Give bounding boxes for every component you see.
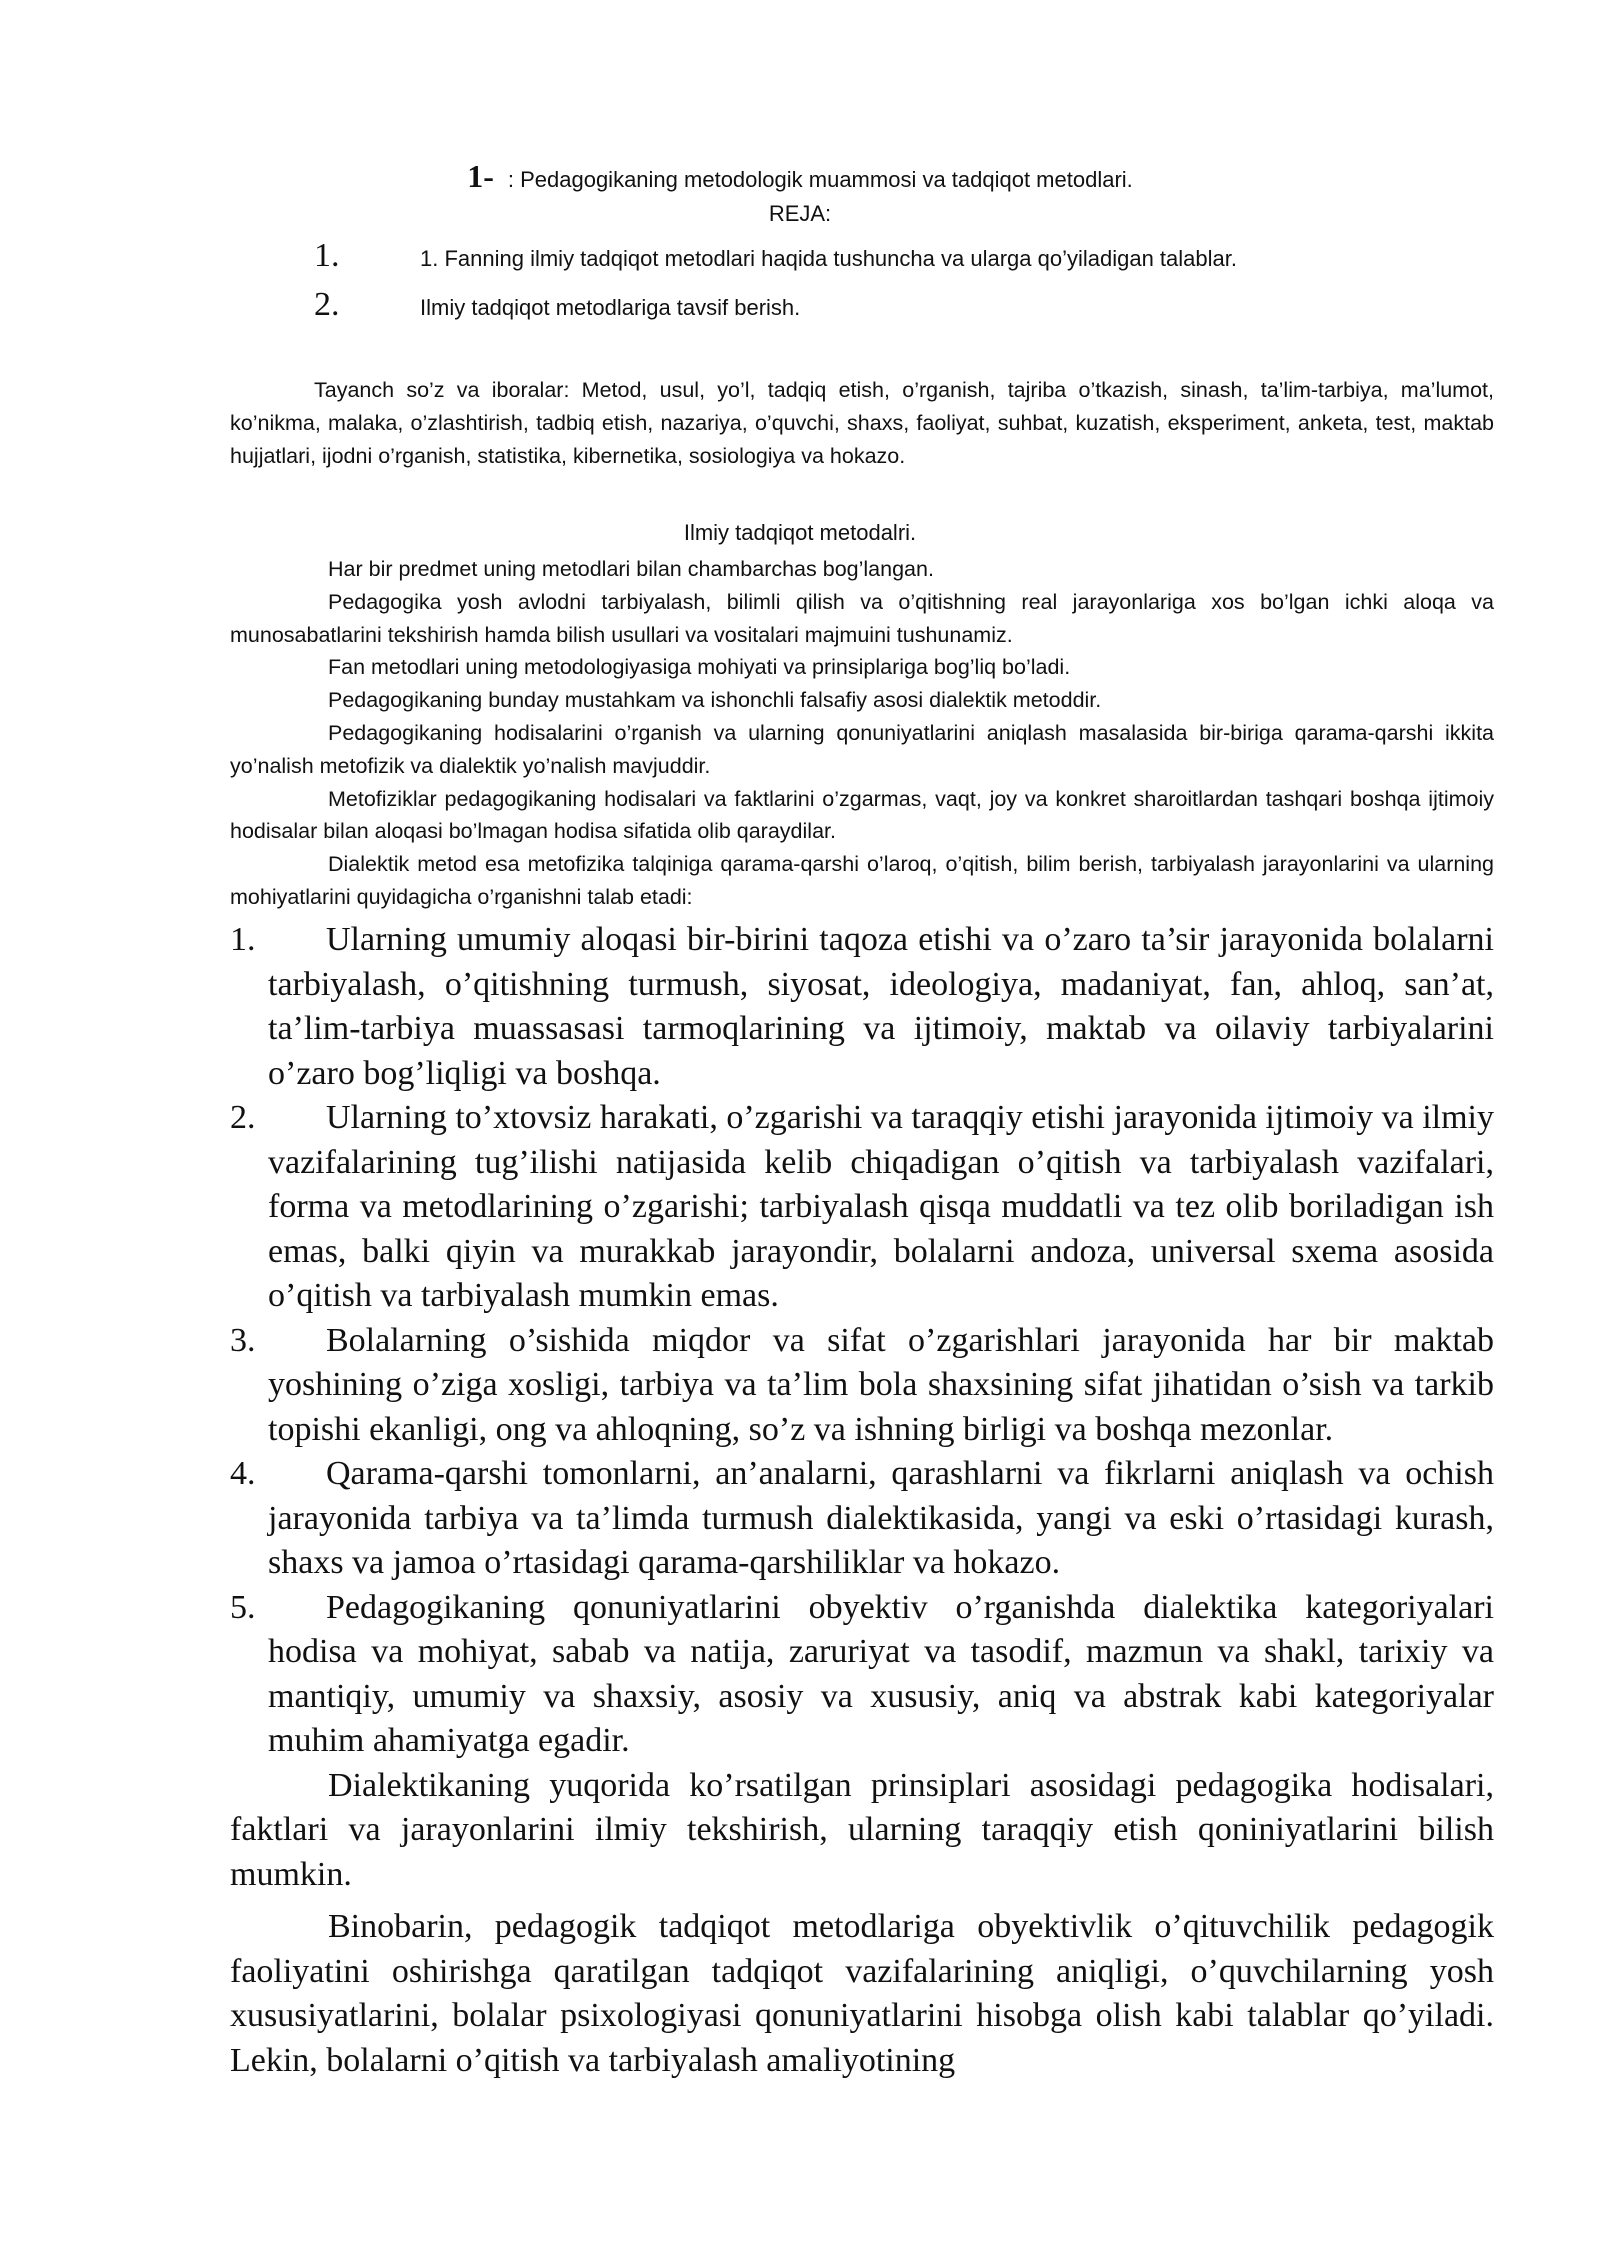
list-item bbox=[230, 1096, 1494, 1319]
body-paragraph: Metofiziklar pedagogikaning hodisalari va faktlarini o’zgarmas, vaqt, joy va konkret sharoitlardan tashqari boshqa ijtimoiy hodisalar bilan aloqasi bo’lmagan hodisa sifatida olib qaraydilar. bbox=[230, 786, 1494, 844]
section-title: Ilmiy tadqiqot metodalri. bbox=[683, 520, 917, 545]
list-item bbox=[230, 1586, 1494, 1764]
keywords-paragraph: Tayanch so’z va iboralar: Metod, usul, yo’l, tadqiq etish, o’rganish, tajriba o’tkazish, sinash, ta’lim-tarbiya, ma’lumot, ko’nikma, malaka, o’zlashtirish, tadbiq etish, nazariya, o’quvchi, shaxs, faoliyat, suhbat, kuzatish, eksperiment, anketa, test, maktab hujjatlari, ijodni o’rganish, statistika, kibernetika, sosiologiya va hokazo. bbox=[230, 378, 1494, 468]
principles-list bbox=[230, 918, 1494, 2083]
list-item-text: Pedagogikaning qonuniyatlarini obyektiv o’rganishda dialektika kategoriyalari hodisa va mohiyat, sabab va natija, zaruriyat va tasodif, mazmun va shakl, tarixiy va mantiqiy, umumiy va shaxsiy, asosiy va xususiy, aniq va abstrak kabi kategoriyalar muhim ahamiyatga egadir. bbox=[268, 1588, 1494, 1759]
body-paragraph: Dialektik metod esa metofizika talqiniga qarama-qarshi o’laroq, o’qitish, bilim berish, tarbiyalash jarayonlarini va ularning mohiyatlarini quyidagicha o’rganishni talab etadi: bbox=[230, 852, 1494, 909]
body-paragraph: Fan metodlari uning metodologiyasiga mohiyati va prinsiplariga bog’liq bo’ladi. bbox=[328, 655, 1071, 680]
list-item-text: Ularning to’xtovsiz harakati, o’zgarishi va taraqqiy etishi jarayonida ijtimoiy va ilmiy vazifalarining tug’ilishi natijasida kelib chiqadigan o’qitish va tarbiyalash vazifalari, forma va metodlarining o’zgarishi; tarbiyalash qisqa muddatli va tez olib boriladigan ish emas, balki qiyin va murakkab jarayondir, bolalarni andoza, universal sxema asosida o’qitish va tarbiyalash mumkin emas. bbox=[268, 1099, 1494, 1314]
body-paragraph: Pedagogikaning bunday mustahkam va ishonchli falsafiy asosi dialektik metoddir. bbox=[328, 688, 1102, 713]
plan-item-text: Ilmiy tadqiqot metodlariga tavsif berish. bbox=[420, 295, 801, 320]
list-item-number: 4. bbox=[230, 1455, 256, 1492]
body-paragraph: Pedagogikaning hodisalarini o’rganish va ularning qonuniyatlarini aniqlash masalasida bir-biriga qarama-qarshi ikkita yo’nalish metofizik va dialektik yo’nalish mavjuddir. bbox=[230, 720, 1494, 778]
list-item-text: Qarama-qarshi tomonlarni, an’analarni, qarashlarni va fikrlarni aniqlash va ochish jarayonida tarbiya va ta’limda turmush dialektikasida, yangi va eski o’rtasidagi kurash, shaxs va jamoa o’rtasidagi qarama-qarshiliklar va hokazo. bbox=[268, 1455, 1494, 1581]
list-item bbox=[230, 918, 1494, 1096]
title-text: : Pedagogikaning metodologik muammosi va tadqiqot metodlari. bbox=[507, 167, 1133, 192]
list-item-number: 3. bbox=[230, 1321, 256, 1359]
list-item-number: 1. bbox=[230, 921, 256, 958]
plan-item bbox=[314, 237, 1514, 277]
plan-item-number: 1. bbox=[314, 237, 340, 274]
list-item-text: Ularning umumiy aloqasi bir-birini taqoza etishi va o’zaro ta’sir jarayonida bolalarni tarbiyalash, o’qitishning turmush, siyosat, ideologiya, madaniyat, fan, ahloq, san’at, ta’lim-tarbiya muassasasi tarmoqlarining va ijtimoiy, maktab va oilaviy tarbiyalarini o’zaro bog’liqligi va boshqa. bbox=[268, 921, 1494, 1092]
plan-item bbox=[314, 286, 1514, 326]
body-paragraph: Har bir predmet uning metodlari bilan chambarchas bog’langan. bbox=[328, 557, 934, 581]
list-item bbox=[230, 1319, 1494, 1453]
list-item-number: 5. bbox=[230, 1588, 256, 1626]
intro-body bbox=[230, 553, 1494, 914]
plan-label: REJA: bbox=[768, 201, 832, 226]
body-paragraph: Pedagogika yosh avlodni tarbiyalash, bilimli qilish va o’qitishning real jarayonlariga xos bo’lgan ichki aloqa va munosabatlarini tekshirish hamda bilish usullari va vositalari majmuini tushunamiz. bbox=[230, 589, 1494, 647]
list-item-text: Bolalarning o’sishida miqdor va sifat o’zgarishlari jarayonida har bir maktab yoshining o’ziga xosligi, tarbiya va ta’lim bola shaxsining sifat jihatidan o’sish va tarkib topishi ekanligi, ong va ahloqning, so’z va ishning birligi va boshqa mezonlar. bbox=[268, 1321, 1494, 1448]
closing-paragraph: Dialektikaning yuqorida ko’rsatilgan prinsiplari asosidagi pedagogika hodisalari, faktlari va jarayonlarini ilmiy tekshirish, ularning taraqqiy etish qoniniyatlarini bilish mumkin. bbox=[230, 1766, 1494, 1893]
list-item-number: 2. bbox=[230, 1099, 256, 1136]
title-number: 1- bbox=[467, 158, 494, 194]
plan-item-number: 2. bbox=[314, 286, 340, 323]
paragraph-gap bbox=[230, 1897, 1494, 1905]
document-title bbox=[0, 158, 1600, 195]
plan-item-text: 1. Fanning ilmiy tadqiqot metodlari haqida tushuncha va ularga qo’yiladigan talablar. bbox=[420, 246, 1237, 271]
closing-paragraph: Binobarin, pedagogik tadqiqot metodlariga obyektivlik o’qituvchilik pedagogik faoliyatini oshirishga qaratilgan tadqiqot vazifalarining aniqligi, o’quvchilarning yosh xususiyatlarini, bolalar psixologiyasi qonuniyatlarini hisobga olish kabi talablar qo’yiladi. Lekin, bolalarni o’qitish va tarbiyalash amaliyotining bbox=[230, 1908, 1494, 2079]
list-item bbox=[230, 1452, 1494, 1586]
